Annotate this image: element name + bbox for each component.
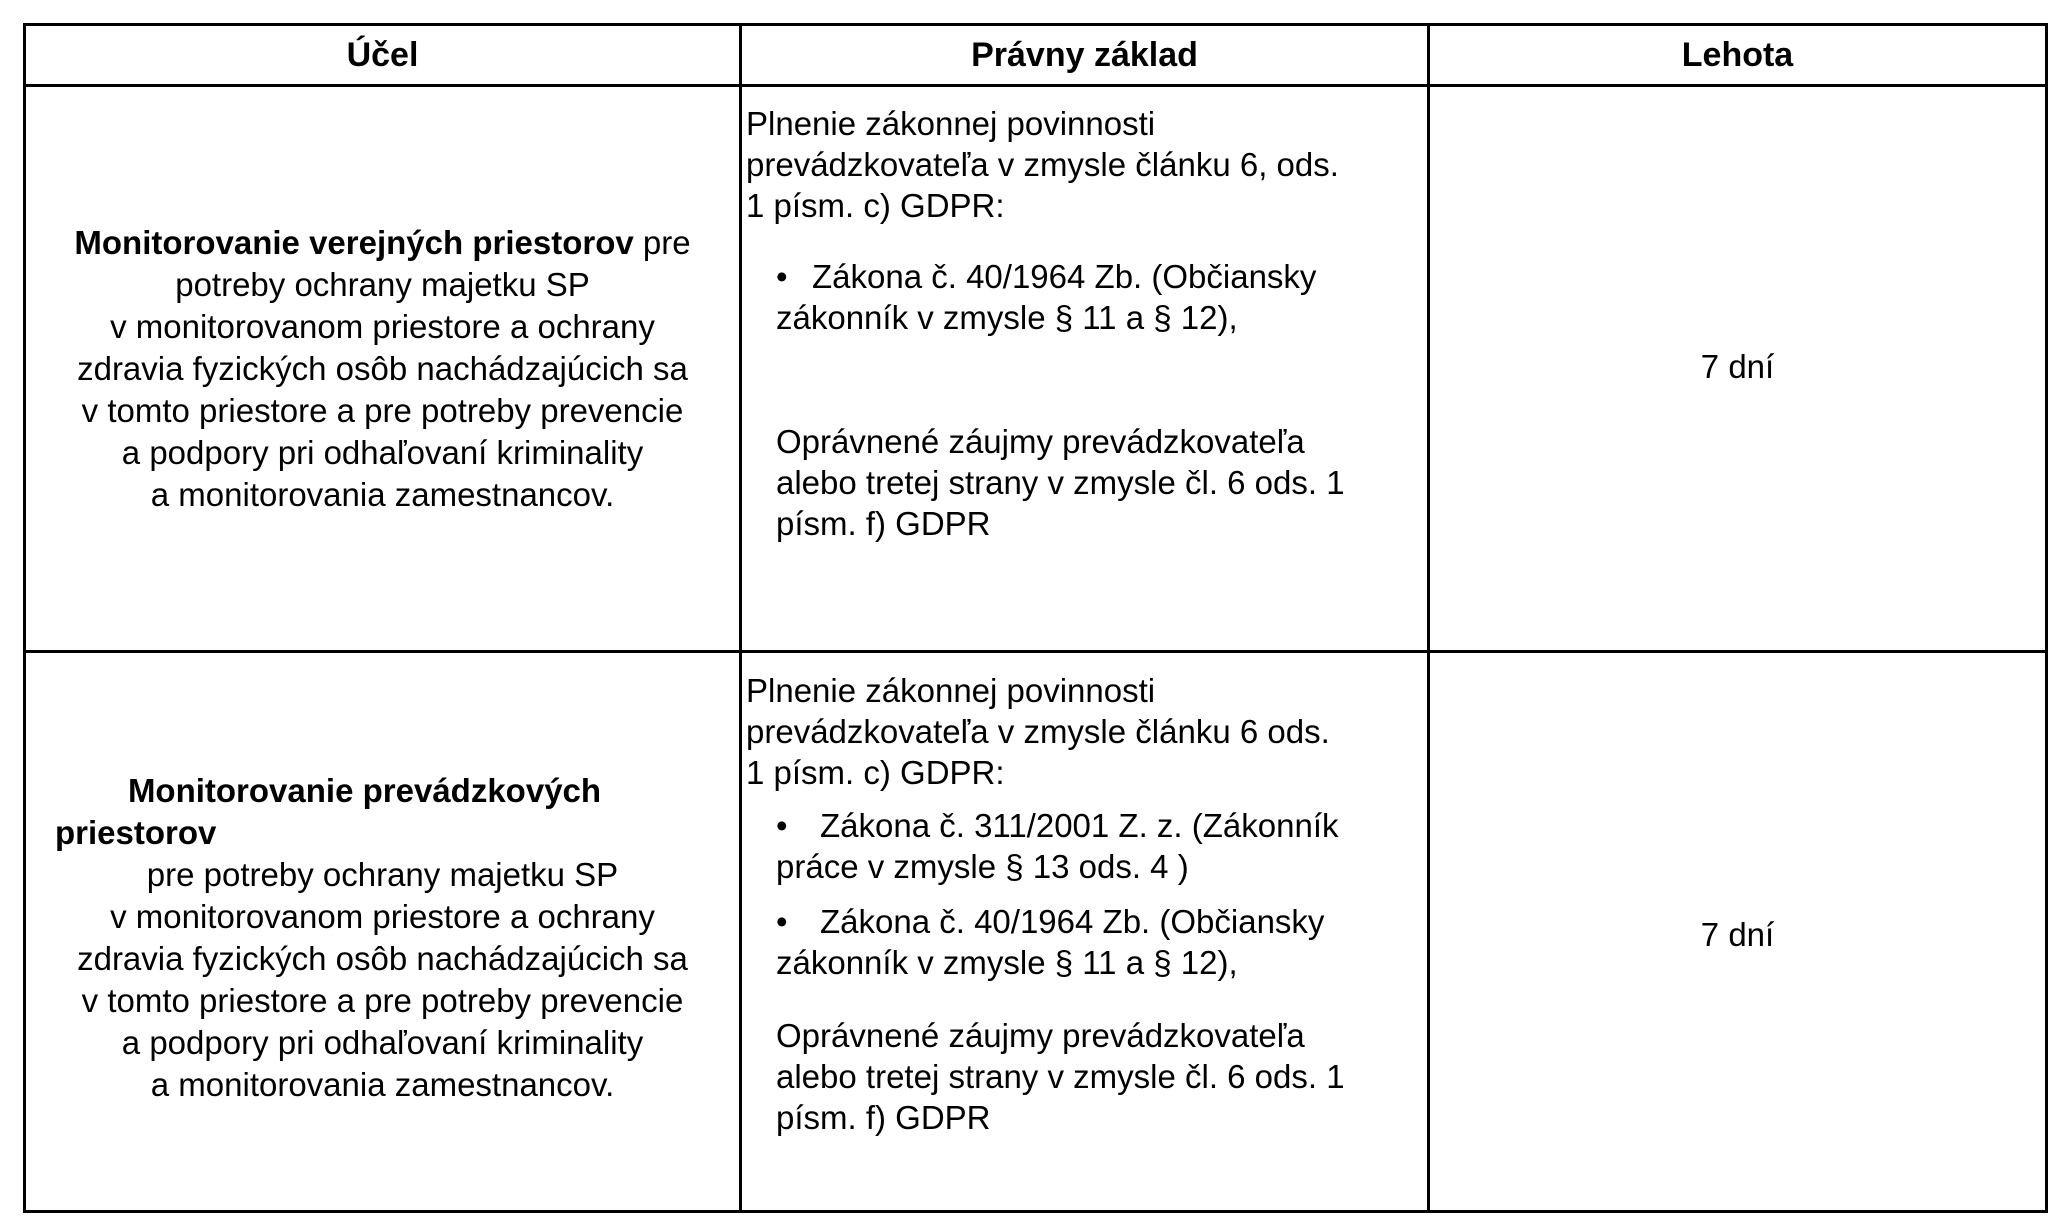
list-item: • Zákona č. 40/1964 Zb. (Občiansky zákonník v zmysle § 11 a § 12),	[776, 903, 1325, 981]
column-divider	[1427, 26, 1430, 1210]
row-1-purpose-title: Monitorovanie verejných priestorov	[74, 224, 634, 261]
row-2-purpose-title: Monitorovanie prevádzkových	[127, 772, 602, 809]
purpose-line: zdravia fyzických osôb nachádzajúcich sa	[77, 350, 688, 387]
row-2-purpose: Monitorovanie prevádzkových priestorov pre potreby ochrany majetku SP v monitorovanom priestore a ochrany zdravia fyzických osôb nachádzajúcich sa v tomto priestore a pre potreby prevencie a podpory pri odhaľovaní kriminality a monitorovania zamestnancov.	[26, 770, 739, 1106]
purpose-line: v monitorovanom priestore a ochrany	[110, 898, 655, 935]
list-item: • Zákona č. 311/2001 Z. z. (Zákonník práce v zmysle § 13 ods. 4 )	[776, 807, 1339, 885]
purpose-line: v monitorovanom priestore a ochrany	[110, 308, 655, 345]
bullet-icon: •	[776, 258, 788, 295]
column-divider	[739, 26, 742, 1210]
retention-table	[23, 23, 2048, 1213]
header-period: Lehota	[1681, 35, 1794, 74]
purpose-line: zdravia fyzických osôb nachádzajúcich sa	[77, 940, 688, 977]
row-2-legal-basis: Plnenie zákonnej povinnosti prevádzkovateľa v zmysle článku 6 ods. 1 písm. c) GDPR: • Zákona č. 311/2001 Z. z. (Zákonník práce v zmysle § 13 ods. 4 ) • Zákona č. 40/1964 Zb. (Občiansky zákonník v zmysle § 11 a § 12), Oprávnené záujmy prevádzkovateľa alebo tretej strany v zmysle čl. 6 ods. 1 písm. f) GDPR	[746, 670, 1426, 1138]
purpose-line: a podpory pri odhaľovaní kriminality	[121, 434, 644, 471]
purpose-line: a monitorovania zamestnancov.	[150, 476, 615, 513]
purpose-line: a monitorovania zamestnancov.	[150, 1066, 615, 1103]
legitimate-interest: Oprávnené záujmy prevádzkovateľa alebo tretej strany v zmysle čl. 6 ods. 1 písm. f) GDPR	[776, 423, 1345, 542]
bullet-icon: •	[776, 903, 788, 940]
legitimate-interest: Oprávnené záujmy prevádzkovateľa alebo tretej strany v zmysle čl. 6 ods. 1 písm. f) GDPR	[776, 1017, 1345, 1136]
row-1-legal-basis: Plnenie zákonnej povinnosti prevádzkovateľa v zmysle článku 6, ods. 1 písm. c) GDPR: • Zákona č. 40/1964 Zb. (Občiansky zákonník v zmysle § 11 a § 12), Oprávnené záujmy prevádzkovateľa alebo tretej strany v zmysle čl. 6 ods. 1 písm. f) GDPR	[746, 103, 1426, 544]
row-divider	[26, 650, 2045, 653]
list-item: • Zákona č. 40/1964 Zb. (Občiansky zákonník v zmysle § 11 a § 12),	[776, 258, 1317, 336]
row-2-period: 7 dní	[1700, 916, 1775, 953]
header-purpose: Účel	[346, 35, 419, 74]
row-1-purpose: Monitorovanie verejných priestorov pre potreby ochrany majetku SP v monitorovanom priestore a ochrany zdravia fyzických osôb nachádzajúcich sa v tomto priestore a pre potreby prevencie a podpory pri odhaľovaní kriminality a monitorovania zamestnancov.	[26, 222, 739, 516]
purpose-line: v tomto priestore a pre potreby prevencie	[81, 982, 684, 1019]
purpose-line: v tomto priestore a pre potreby prevencie	[81, 392, 684, 429]
header-legal-basis: Právny základ	[971, 35, 1198, 74]
purpose-line: pre potreby ochrany majetku SP	[146, 856, 619, 893]
row-1-period: 7 dní	[1700, 348, 1775, 385]
purpose-line: potreby ochrany majetku SP	[175, 266, 590, 303]
bullet-icon: •	[776, 807, 788, 844]
row-divider	[26, 84, 2045, 87]
purpose-line: a podpory pri odhaľovaní kriminality	[121, 1024, 644, 1061]
